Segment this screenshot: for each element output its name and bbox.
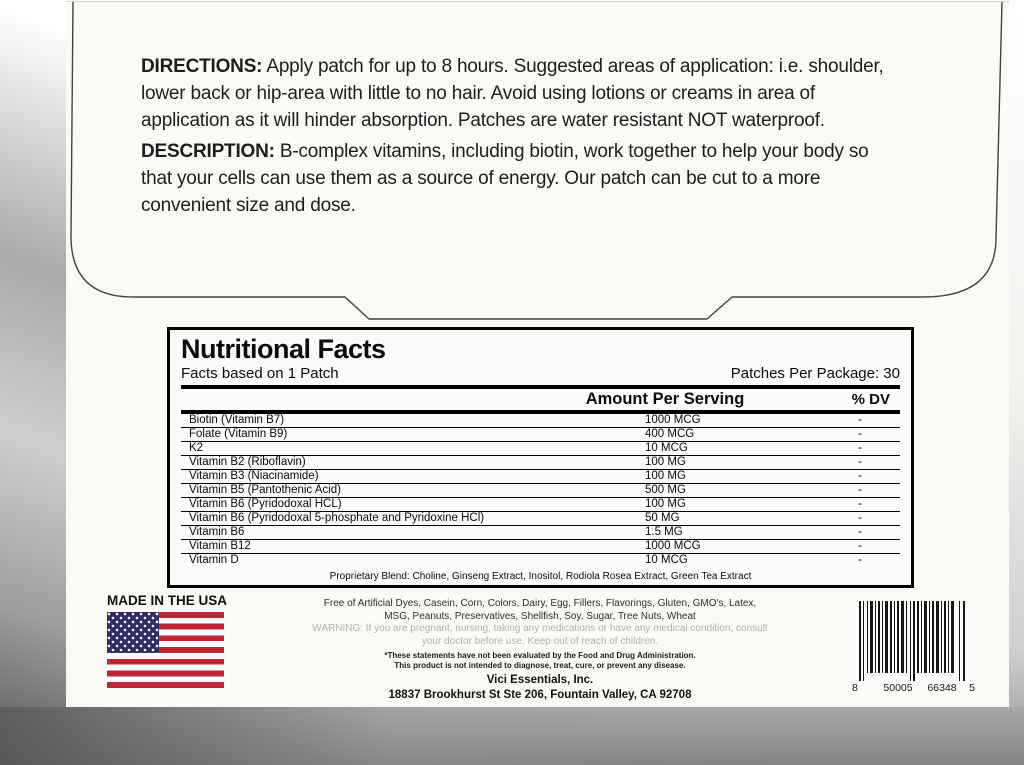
ingredient-dv: - xyxy=(858,484,862,496)
table-row xyxy=(181,484,900,498)
ingredient-dv: - xyxy=(858,442,862,454)
ingredient-amount: 500 MG xyxy=(645,484,686,496)
directions-line: lower back or hip-area with little to no hair. Avoid using lotions or creams in area of xyxy=(141,83,815,104)
dv-column-header: % DV xyxy=(851,391,890,408)
table-row xyxy=(181,456,900,470)
table-row xyxy=(181,498,900,512)
ingredient-amount: 1000 MCG xyxy=(645,540,701,552)
flag-canton-stars xyxy=(107,612,159,653)
ingredient-dv: - xyxy=(858,554,862,566)
ingredient-amount: 10 MCG xyxy=(645,442,688,454)
table-row xyxy=(181,442,900,456)
barcode-digit-group: 50005 xyxy=(883,682,913,694)
ingredient-amount: 100 MG xyxy=(645,498,686,510)
table-row xyxy=(181,470,900,484)
ingredient-name: Vitamin B5 (Pantothenic Acid) xyxy=(189,484,341,496)
ingredient-name: K2 xyxy=(189,442,204,454)
ingredient-dv: - xyxy=(858,498,862,510)
warning-line: your doctor before use. Keep out of reach of children. xyxy=(421,635,659,647)
ingredient-dv: - xyxy=(858,512,862,524)
ingredient-amount: 100 MG xyxy=(645,456,686,468)
ingredient-table xyxy=(181,414,900,567)
ingredient-dv: - xyxy=(858,414,862,426)
ingredient-name: Vitamin B6 (Pyridodoxal HCL) xyxy=(189,498,342,510)
ingredient-name: Vitamin B12 xyxy=(189,540,251,552)
directions-label: DIRECTIONS: xyxy=(141,56,263,77)
usa-flag xyxy=(107,612,224,688)
proprietary-blend-note: Proprietary Blend: Choline, Ginseng Extract, Inositol, Rodiola Rosea Extract, Green Tea Extract xyxy=(329,571,752,582)
panel-title: Nutritional Facts xyxy=(181,334,386,364)
ingredient-name: Vitamin B6 xyxy=(189,526,245,538)
table-row xyxy=(181,526,900,540)
ingredient-dv: - xyxy=(858,470,862,482)
table-row xyxy=(181,512,900,526)
ingredient-name: Vitamin B6 (Pyridodoxal 5-phosphate and Pyridoxine HCl) xyxy=(189,512,485,524)
directions-line xyxy=(141,53,884,80)
barcode-bars xyxy=(851,599,975,681)
ingredient-dv: - xyxy=(858,526,862,538)
table-row xyxy=(181,414,900,428)
description-text: B-complex vitamins, including biotin, work together to help your body so xyxy=(279,141,869,162)
directions-paragraph xyxy=(141,53,884,134)
barcode-digits xyxy=(851,681,975,694)
made-in-usa-text: MADE IN THE USA xyxy=(107,593,228,608)
ingredient-amount: 1.5 MG xyxy=(645,526,683,538)
directions-text: Apply patch for up to 8 hours. Suggested areas of application: i.e. shoulder, xyxy=(266,56,884,77)
company-address: 18837 Brookhurst St Ste 206, Fountain Valley, CA 92708 xyxy=(388,689,692,701)
description-line xyxy=(141,138,884,165)
company-name: Vici Essentials, Inc. xyxy=(486,674,594,686)
directions-line: application as it will hinder absorption. Patches are water resistant NOT waterproof. xyxy=(141,110,825,131)
ingredient-dv: - xyxy=(858,456,862,468)
description-paragraph xyxy=(141,138,884,219)
barcode-digit-group: 5 xyxy=(969,682,975,694)
ingredient-dv: - xyxy=(858,540,862,552)
ingredient-dv: - xyxy=(858,428,862,440)
ingredient-amount: 100 MG xyxy=(645,470,686,482)
made-in-usa-block xyxy=(107,593,237,688)
description-line: that your cells can use them as a source of energy. Our patch can be cut to a more xyxy=(141,168,821,189)
table-row xyxy=(181,540,900,554)
serving-basis: Facts based on 1 Patch xyxy=(181,365,339,382)
ingredient-name: Vitamin D xyxy=(189,554,239,566)
ingredient-name: Vitamin B2 (Riboflavin) xyxy=(189,456,306,468)
warning-line: WARNING: If you are pregnant, nursing, taking any medications or have any medical condition, consult xyxy=(312,623,768,634)
barcode-digit-group: 8 xyxy=(852,682,858,694)
ingredient-amount: 50 MG xyxy=(645,512,680,524)
free-of-line: Free of Artificial Dyes, Casein, Corn, Colors, Dairy, Egg, Fillers, Flavorings, Gluten, GMO's, Latex, xyxy=(323,598,757,609)
amount-column-header: Amount Per Serving xyxy=(585,390,745,408)
ingredient-amount: 10 MCG xyxy=(645,554,688,566)
fda-disclaimer-line: This product is not intended to diagnose, treat, cure, or prevent any disease. xyxy=(394,661,686,670)
barcode xyxy=(851,599,975,697)
ingredient-name: Folate (Vitamin B9) xyxy=(189,428,288,440)
panel-subtitle-row xyxy=(181,365,900,382)
barcode-digit-group: 66348 xyxy=(927,682,957,694)
description-label: DESCRIPTION: xyxy=(141,141,275,162)
free-of-line: MSG, Peanuts, Preservatives, Shellfish, Soy, Sugar, Tree Nuts, Wheat xyxy=(384,611,696,622)
footer-legal-block xyxy=(297,597,783,701)
ingredient-amount: 1000 MCG xyxy=(645,414,701,426)
ingredient-name: Biotin (Vitamin B7) xyxy=(189,414,285,426)
ingredient-name: Vitamin B3 (Niacinamide) xyxy=(189,470,319,482)
table-row xyxy=(181,554,900,567)
fda-disclaimer-line: *These statements have not been evaluated by the Food and Drug Administration. xyxy=(384,651,696,660)
description-line: convenient size and dose. xyxy=(141,195,356,216)
label-copy xyxy=(141,53,884,219)
table-row xyxy=(181,428,900,442)
table-header-row xyxy=(181,389,900,410)
ingredient-amount: 400 MCG xyxy=(645,428,695,440)
nutritional-facts-panel xyxy=(167,327,914,588)
nutritional-facts-inner xyxy=(170,330,911,582)
patches-per-package: Patches Per Package: 30 xyxy=(730,365,900,382)
